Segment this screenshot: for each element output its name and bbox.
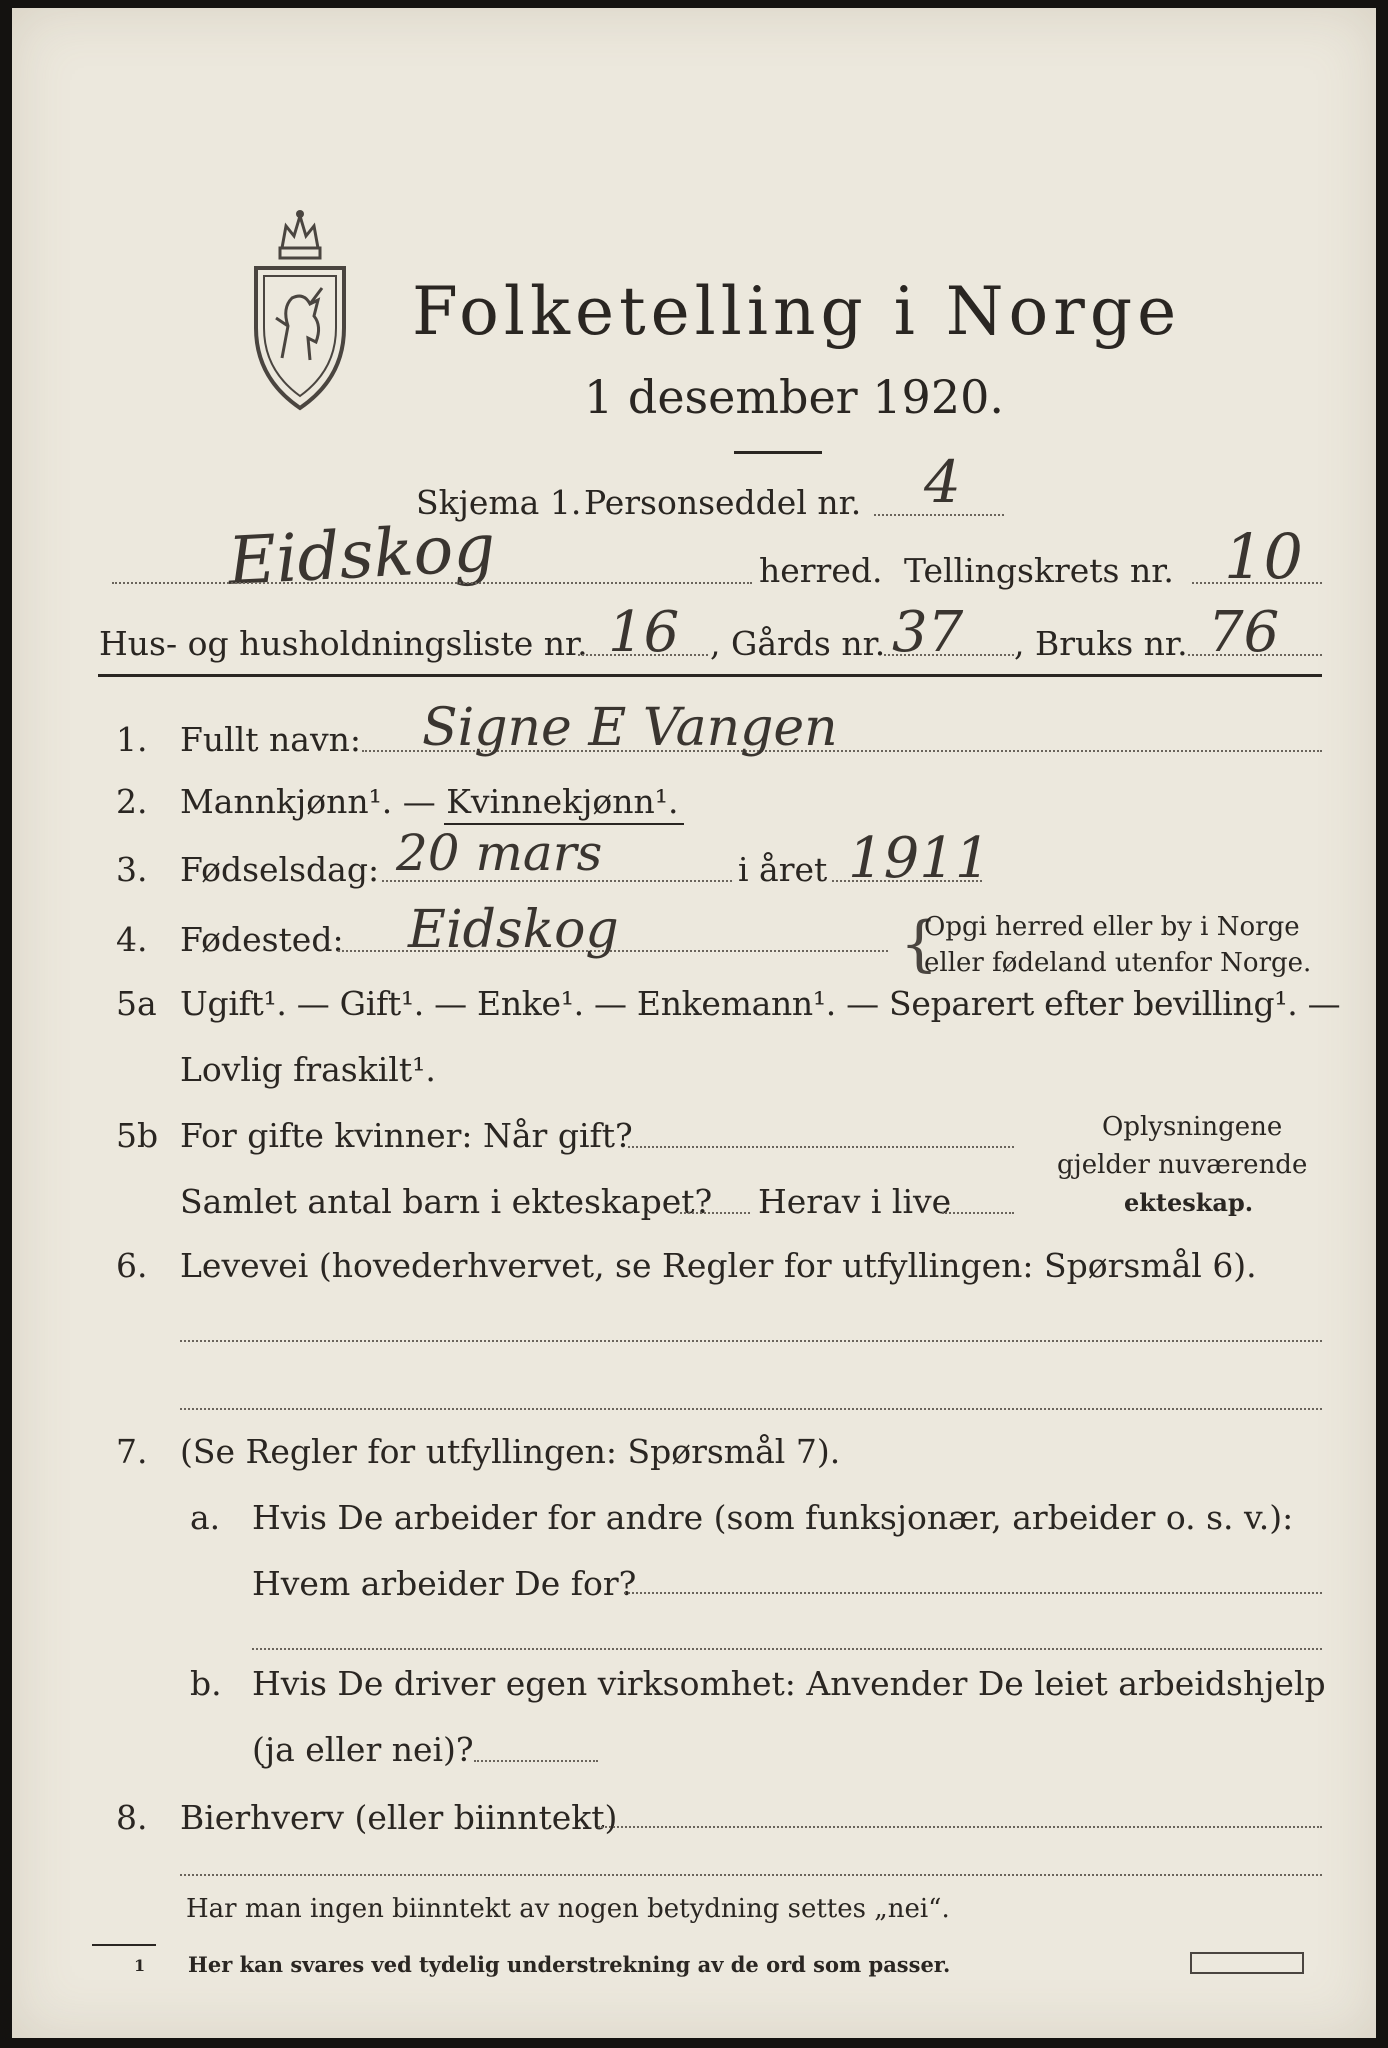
q1-number: 1. — [116, 720, 148, 759]
q5b-label: For gifte kvinner: Når gift? — [180, 1116, 633, 1155]
hus-label: Hus- og husholdningsliste nr. — [99, 624, 588, 663]
q8-number: 8. — [116, 1798, 148, 1837]
q7a-label: Hvis De arbeider for andre (som funksjonær, arbeider o. s. v.): — [252, 1498, 1294, 1537]
q6-field-2[interactable] — [180, 1408, 1322, 1410]
q7b-label: Hvis De driver egen virksomhet: Anvender De leiet arbeidshjelp — [252, 1664, 1326, 1703]
q3-value: 20 mars — [396, 824, 603, 882]
q4-note-brace: { — [900, 909, 939, 979]
q3-label: Fødselsdag: — [180, 850, 380, 889]
q7a-label-2: Hvem arbeider De for? — [252, 1564, 637, 1603]
q5b-label-3: Herav i live — [758, 1182, 952, 1221]
footnote-rule — [92, 1944, 156, 1946]
q5a-number: 5a — [116, 984, 157, 1023]
gards-value: 37 — [892, 600, 964, 665]
q4-value: Eidskog — [408, 900, 619, 960]
q6-field-1[interactable] — [180, 1340, 1322, 1342]
bruks-label: , Bruks nr. — [1014, 624, 1188, 663]
footnote-number: 1 — [134, 1956, 146, 1975]
census-form-page — [12, 8, 1376, 2038]
tellingskrets-value: 10 — [1224, 520, 1303, 593]
q4-label: Fødested: — [180, 920, 344, 959]
q5b-note-line2-text: gjelder nuværende — [1057, 1150, 1308, 1180]
herred-value: Eidskog — [226, 509, 498, 600]
herred-label: herred. — [759, 551, 883, 590]
q5a-label: Ugift¹. — Gift¹. — Enke¹. — Enkemann¹. — Separert efter bevilling¹. — — [180, 984, 1341, 1023]
herred-field[interactable] — [112, 582, 752, 584]
q5b-label-2: Samlet antal barn i ekteskapet? — [180, 1182, 713, 1221]
q7-label: (Se Regler for utfyllingen: Spørsmål 7). — [180, 1432, 841, 1471]
q7a-field-2[interactable] — [252, 1648, 1322, 1650]
q5b-note-line2 — [1057, 1150, 1307, 1180]
q4-note-line2: eller fødeland utenfor Norge. — [924, 948, 1312, 978]
q3-number: 3. — [116, 850, 148, 889]
q5b-note-line3: ekteskap. — [1124, 1188, 1254, 1217]
q6-label: Levevei (hovederhvervet, se Regler for utfyllingen: Spørsmål 6). — [180, 1246, 1257, 1285]
printer-stamp — [1190, 1952, 1304, 1974]
q5b-number: 5b — [116, 1116, 159, 1155]
title-divider — [734, 451, 822, 454]
personseddel-label: Personseddel nr. — [584, 483, 862, 522]
header-rule — [98, 674, 1322, 677]
q7a-letter: a. — [190, 1498, 221, 1537]
form-title: Folketelling i Norge — [412, 273, 1182, 350]
q4-number: 4. — [116, 920, 148, 959]
norwegian-coat-of-arms-icon — [252, 208, 348, 418]
gards-label: , Gårds nr. — [710, 624, 886, 663]
q8-field-1[interactable] — [598, 1826, 1322, 1828]
q7b-label-2: (ja eller nei)? — [252, 1730, 474, 1769]
q1-label: Fullt navn: — [180, 720, 361, 759]
footnote-text: Her kan svares ved tydelig understrekning av de ord som passer. — [188, 1952, 951, 1977]
skjema-label: Skjema 1. — [416, 483, 582, 522]
q2-number: 2. — [116, 782, 148, 821]
q5a-label-2: Lovlig fraskilt¹. — [180, 1050, 436, 1089]
q3-year-label: i året — [738, 850, 828, 889]
q2-label: Mannkjønn¹. — Kvinnekjønn¹. — [180, 782, 679, 821]
q5b-alive-field[interactable] — [942, 1212, 1014, 1214]
q1-value: Signe E Vangen — [422, 698, 838, 758]
hus-value: 16 — [608, 600, 680, 665]
q3-year-value: 1911 — [848, 826, 991, 891]
q5b-married-field[interactable] — [628, 1146, 1014, 1148]
q5b-note-line1: Oplysningene — [1102, 1112, 1283, 1142]
q5b-children-field[interactable] — [680, 1212, 750, 1214]
q8-label: Bierhverv (eller biinntekt) — [180, 1798, 618, 1837]
q6-number: 6. — [116, 1246, 148, 1285]
q7a-field-1[interactable] — [624, 1592, 1322, 1594]
q4-note-line1: Opgi herred eller by i Norge — [924, 912, 1300, 942]
bruks-value: 76 — [1208, 600, 1280, 665]
biinntekt-note: Har man ingen biinntekt av nogen betydning settes „nei“. — [186, 1894, 950, 1924]
q7b-field[interactable] — [474, 1760, 598, 1762]
tellingskrets-label: Tellingskrets nr. — [904, 551, 1174, 590]
census-date: 1 desember 1920. — [584, 370, 1004, 424]
personseddel-value: 4 — [924, 448, 961, 516]
q7b-letter: b. — [190, 1664, 222, 1703]
q8-field-2[interactable] — [180, 1874, 1322, 1876]
q7-number: 7. — [116, 1432, 148, 1471]
